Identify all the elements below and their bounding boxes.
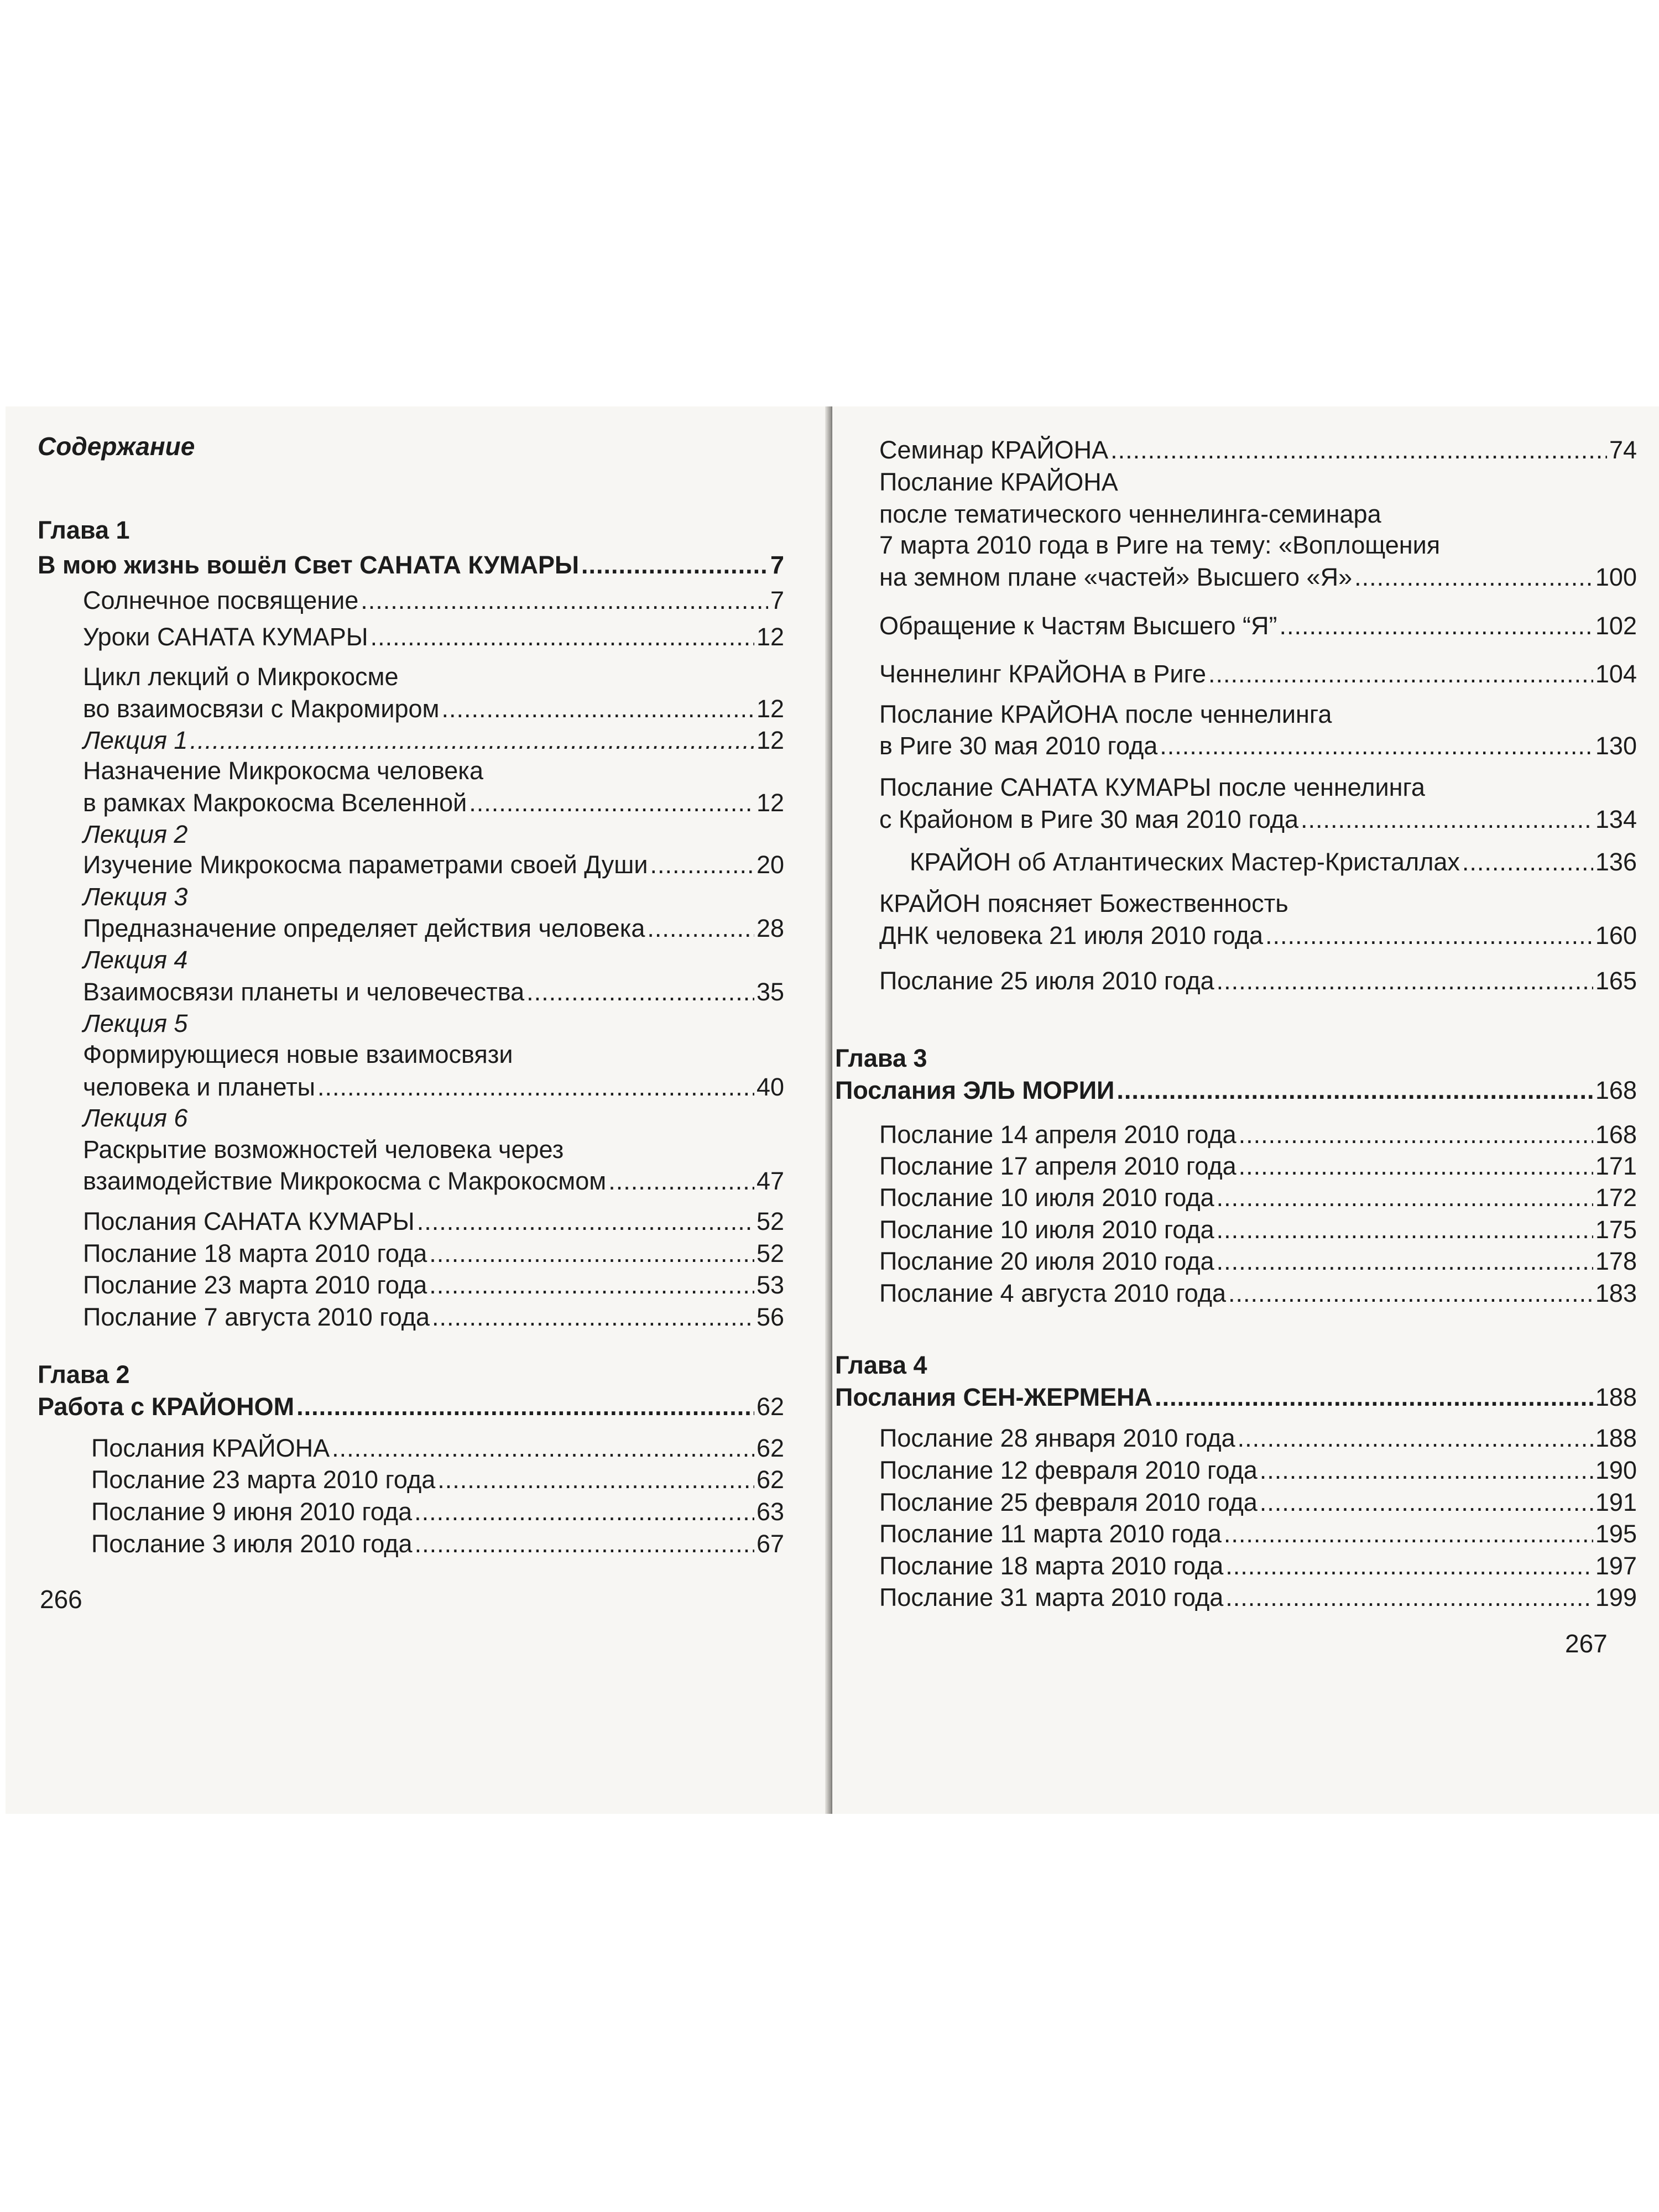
dot-leader xyxy=(1238,1422,1593,1454)
toc-entry[interactable] xyxy=(879,1550,1637,1582)
toc-entry-page: 12 xyxy=(756,726,784,754)
toc-entry[interactable] xyxy=(83,1071,784,1103)
toc-entry-title-line: после тематического ченнелинга-семинара xyxy=(879,500,1381,528)
toc-entry-title: Послание 4 августа 2010 года xyxy=(879,1279,1227,1307)
toc-entry-page: 183 xyxy=(1595,1279,1637,1307)
toc-entry-page: 188 xyxy=(1595,1424,1637,1452)
toc-entry-title: Послания СЕН-ЖЕРМЕНА xyxy=(835,1383,1153,1411)
toc-entry-title: Изучение Микрокосма параметрами своей Души xyxy=(83,851,648,879)
toc-entry-page: 199 xyxy=(1595,1583,1637,1611)
toc-entry-page: 197 xyxy=(1595,1552,1637,1580)
dot-leader xyxy=(1217,1182,1593,1214)
toc-entry-page: 195 xyxy=(1595,1520,1637,1548)
toc-entry-title: Послание 7 августа 2010 года xyxy=(83,1303,430,1331)
dot-leader xyxy=(1225,1582,1593,1614)
toc-entry[interactable] xyxy=(879,1422,1637,1454)
toc-entry[interactable] xyxy=(879,1119,1637,1151)
toc-entry-title: ДНК человека 21 июля 2010 года xyxy=(879,921,1264,950)
toc-entry-title-line: Раскрытие возможностей человека через xyxy=(83,1135,564,1164)
toc-entry-title: на земном плане «частей» Высшего «Я» xyxy=(879,563,1353,591)
dot-leader xyxy=(371,621,754,653)
toc-entry[interactable] xyxy=(879,965,1637,997)
dot-leader xyxy=(415,1528,754,1560)
toc-entry[interactable] xyxy=(83,912,784,945)
dot-leader xyxy=(429,1269,754,1301)
toc-entry-page: 12 xyxy=(756,695,784,723)
dot-leader xyxy=(608,1165,754,1197)
toc-entry[interactable] xyxy=(879,1277,1637,1310)
toc-entry-page: 47 xyxy=(756,1167,784,1195)
dot-leader xyxy=(1239,1150,1593,1182)
dot-leader xyxy=(1265,920,1593,952)
toc-entry-title: Семинар КРАЙОНА xyxy=(879,436,1109,464)
dot-leader xyxy=(361,585,768,617)
toc-entry-title-line: Послание КРАЙОНА xyxy=(879,468,1118,496)
toc-entry[interactable] xyxy=(83,585,784,617)
dot-leader xyxy=(332,1432,754,1464)
toc-entry-page: 40 xyxy=(756,1073,784,1101)
dot-leader xyxy=(317,1071,754,1103)
dot-leader xyxy=(1239,1119,1593,1151)
dot-leader xyxy=(1160,730,1593,762)
toc-entry-page: 56 xyxy=(756,1303,784,1331)
dot-leader xyxy=(1117,1074,1593,1107)
toc-entry-title: Послание 17 апреля 2010 года xyxy=(879,1152,1237,1180)
toc-entry-page: 52 xyxy=(756,1239,784,1267)
toc-entry-page: 62 xyxy=(756,1434,784,1462)
dot-leader xyxy=(1217,965,1593,997)
toc-entry-title: Послание 3 июля 2010 года xyxy=(91,1530,413,1558)
lecture-6-label: Лекция 6 xyxy=(83,1104,188,1132)
toc-entry[interactable] xyxy=(879,804,1637,836)
toc-entry[interactable] xyxy=(83,1165,784,1197)
toc-entry-title: Послание 25 июля 2010 года xyxy=(879,967,1214,995)
dot-leader xyxy=(1155,1381,1593,1413)
dot-leader xyxy=(1217,1245,1593,1277)
dot-leader xyxy=(650,849,754,881)
toc-entry-page: 12 xyxy=(756,789,784,817)
toc-entry-title: Взаимосвязи планеты и человечества xyxy=(83,978,525,1006)
toc-entry-page: 100 xyxy=(1595,563,1637,591)
dot-leader xyxy=(1225,1550,1593,1582)
toc-entry-title: человека и планеты xyxy=(83,1073,316,1101)
toc-entry-title: Послание 25 февраля 2010 года xyxy=(879,1488,1258,1516)
toc-entry-title-line: 7 марта 2010 года в Риге на тему: «Воплощения xyxy=(879,531,1441,559)
toc-entry-title-line: Послание САНАТА КУМАРЫ после ченнелинга xyxy=(879,773,1425,801)
toc-entry-page: 175 xyxy=(1595,1215,1637,1244)
dot-leader xyxy=(1260,1454,1593,1486)
toc-entry-title: Послание 12 февраля 2010 года xyxy=(879,1456,1258,1484)
dot-leader xyxy=(432,1301,754,1333)
dot-leader xyxy=(1208,658,1593,690)
toc-entry-page: 188 xyxy=(1595,1383,1637,1411)
page-number-left: 266 xyxy=(40,1585,82,1614)
toc-entry-page: 191 xyxy=(1595,1488,1637,1516)
toc-entry-page: 53 xyxy=(756,1271,784,1299)
lecture-4-label: Лекция 4 xyxy=(83,946,188,974)
toc-entry-title: Послание 10 июля 2010 года xyxy=(879,1215,1214,1244)
toc-entry-page: 104 xyxy=(1595,660,1637,688)
toc-entry-page: 52 xyxy=(756,1207,784,1235)
toc-entry[interactable] xyxy=(879,610,1637,642)
toc-entry-page: 62 xyxy=(756,1465,784,1494)
contents-title: Содержание xyxy=(38,432,195,461)
toc-entry[interactable] xyxy=(879,1486,1637,1519)
toc-entry[interactable] xyxy=(879,561,1637,593)
toc-entry-page: 63 xyxy=(756,1498,784,1526)
toc-entry-title: Обращение к Частям Высшего “Я” xyxy=(879,612,1277,640)
dot-leader xyxy=(1228,1277,1593,1310)
toc-entry[interactable] xyxy=(83,1269,784,1301)
dot-leader xyxy=(1260,1486,1593,1519)
lecture-5-label: Лекция 5 xyxy=(83,1009,188,1037)
left-page xyxy=(6,406,832,1814)
toc-entry-title: Лекция 1 xyxy=(83,726,188,754)
toc-entry-title: Послание 23 марта 2010 года xyxy=(83,1271,427,1299)
toc-entry-title: Послание 18 марта 2010 года xyxy=(83,1239,427,1267)
chapter-1-label: Глава 1 xyxy=(38,516,130,544)
toc-entry-title: Послание 18 марта 2010 года xyxy=(879,1552,1224,1580)
dot-leader xyxy=(437,1464,754,1496)
toc-entry[interactable] xyxy=(879,1182,1637,1214)
left-page-content xyxy=(6,406,832,1814)
dot-leader xyxy=(1354,561,1593,593)
toc-entry[interactable] xyxy=(91,1528,784,1560)
toc-entry-title: Солнечное посвящение xyxy=(83,586,359,614)
toc-entry-title: Послание 9 июня 2010 года xyxy=(91,1498,413,1526)
dot-leader xyxy=(190,724,754,757)
toc-entry-page: 165 xyxy=(1595,967,1637,995)
dot-leader xyxy=(526,976,754,1008)
toc-entry-title: Послания ЭЛЬ МОРИИ xyxy=(835,1076,1115,1104)
toc-entry[interactable] xyxy=(879,1582,1637,1614)
toc-entry-chapter-3[interactable] xyxy=(835,1074,1637,1107)
toc-entry-title-line: КРАЙОН поясняет Божественность xyxy=(879,889,1288,917)
toc-entry-title: Послание 31 марта 2010 года xyxy=(879,1583,1224,1611)
toc-entry-chapter-1[interactable] xyxy=(38,549,784,581)
toc-entry[interactable] xyxy=(83,621,784,653)
dot-leader xyxy=(1279,610,1593,642)
dot-leader xyxy=(296,1391,754,1423)
toc-entry[interactable] xyxy=(83,1206,784,1238)
toc-entry-page: 134 xyxy=(1595,805,1637,833)
toc-entry[interactable] xyxy=(879,1214,1637,1246)
toc-entry-title: КРАЙОН об Атлантических Мастер-Кристаллах xyxy=(910,848,1460,876)
dot-leader xyxy=(581,549,768,581)
toc-entry-page: 171 xyxy=(1595,1152,1637,1180)
toc-entry-page: 168 xyxy=(1595,1076,1637,1104)
toc-entry-page: 102 xyxy=(1595,612,1637,640)
toc-entry-page: 7 xyxy=(770,551,784,579)
toc-entry-title: с Крайоном в Риге 30 мая 2010 года xyxy=(879,805,1299,833)
toc-entry-page: 160 xyxy=(1595,921,1637,950)
toc-entry-title: Работа с КРАЙОНОМ xyxy=(38,1392,295,1421)
toc-entry-title: в рамках Макрокосма Вселенной xyxy=(83,789,467,817)
toc-entry[interactable] xyxy=(83,693,784,725)
toc-entry-title: Послание 23 марта 2010 года xyxy=(91,1465,436,1494)
toc-entry-title: Послание 28 января 2010 года xyxy=(879,1424,1235,1452)
toc-entry[interactable] xyxy=(91,1432,784,1464)
toc-entry-lecture-1[interactable] xyxy=(83,724,784,757)
toc-entry[interactable] xyxy=(910,846,1637,878)
dot-leader xyxy=(1462,846,1593,878)
toc-entry[interactable] xyxy=(83,787,784,819)
toc-entry-title: Послания КРАЙОНА xyxy=(91,1434,330,1462)
toc-entry[interactable] xyxy=(91,1464,784,1496)
dot-leader xyxy=(429,1238,754,1270)
toc-entry-title: взаимодействие Микрокосма с Макрокосмом xyxy=(83,1167,607,1195)
toc-entry-page: 62 xyxy=(756,1392,784,1421)
toc-entry-title: Послание 14 апреля 2010 года xyxy=(879,1120,1237,1149)
toc-entry[interactable] xyxy=(879,1245,1637,1277)
dot-leader xyxy=(441,693,754,725)
toc-entry-page: 20 xyxy=(756,851,784,879)
toc-entry-title: в Риге 30 мая 2010 года xyxy=(879,732,1158,760)
toc-entry[interactable] xyxy=(83,1301,784,1333)
dot-leader xyxy=(1301,804,1593,836)
toc-entry-page: 172 xyxy=(1595,1183,1637,1212)
toc-entry-page: 178 xyxy=(1595,1247,1637,1275)
toc-entry-title: Послание 10 июля 2010 года xyxy=(879,1183,1214,1212)
toc-entry-page: 168 xyxy=(1595,1120,1637,1149)
toc-entry-page: 74 xyxy=(1609,436,1637,464)
dot-leader xyxy=(1217,1214,1593,1246)
toc-entry-page: 28 xyxy=(756,914,784,942)
chapter-4-label: Глава 4 xyxy=(835,1351,927,1379)
toc-entry-chapter-4[interactable] xyxy=(835,1381,1637,1413)
book-spread xyxy=(6,406,1659,1814)
toc-entry-page: 12 xyxy=(756,623,784,651)
toc-entry-title: Послания САНАТА КУМАРЫ xyxy=(83,1207,415,1235)
dot-leader xyxy=(1110,434,1607,466)
toc-entry-title: Предназначение определяет действия человека xyxy=(83,914,645,942)
chapter-3-label: Глава 3 xyxy=(835,1044,927,1072)
toc-entry[interactable] xyxy=(879,434,1637,466)
lecture-3-label: Лекция 3 xyxy=(83,883,188,911)
toc-entry-page: 130 xyxy=(1595,732,1637,760)
dot-leader xyxy=(414,1496,754,1528)
toc-entry-page: 7 xyxy=(770,586,784,614)
toc-entry-title: Послание 20 июля 2010 года xyxy=(879,1247,1214,1275)
lecture-2-label: Лекция 2 xyxy=(83,820,188,848)
toc-entry-title: В мою жизнь вошёл Свет САНАТА КУМАРЫ xyxy=(38,551,580,579)
toc-entry-title-line: Послание КРАЙОНА после ченнелинга xyxy=(879,700,1332,728)
toc-entry[interactable] xyxy=(91,1496,784,1528)
dot-leader xyxy=(1224,1518,1593,1550)
chapter-2-label: Глава 2 xyxy=(38,1360,130,1389)
toc-entry-title-line: Формирующиеся новые взаимосвязи xyxy=(83,1040,513,1068)
toc-entry-title: Ченнелинг КРАЙОНА в Риге xyxy=(879,660,1207,688)
toc-entry-title: во взаимосвязи с Макромиром xyxy=(83,695,440,723)
page-number-right: 267 xyxy=(1565,1629,1608,1658)
toc-entry[interactable] xyxy=(879,1454,1637,1486)
toc-entry-title: Послание 11 марта 2010 года xyxy=(879,1520,1222,1548)
toc-entry[interactable] xyxy=(879,1518,1637,1550)
dot-leader xyxy=(647,912,754,945)
toc-entry-title: Уроки САНАТА КУМАРЫ xyxy=(83,623,368,651)
dot-leader xyxy=(417,1206,754,1238)
toc-entry-page: 67 xyxy=(756,1530,784,1558)
toc-entry[interactable] xyxy=(83,1238,784,1270)
toc-entry-title-line: Назначение Микрокосма человека xyxy=(83,757,483,785)
dot-leader xyxy=(469,787,754,819)
toc-entry[interactable] xyxy=(83,976,784,1008)
toc-entry[interactable] xyxy=(879,920,1637,952)
right-page-content xyxy=(832,406,1659,1814)
right-page xyxy=(832,406,1659,1814)
toc-entry[interactable] xyxy=(879,658,1637,690)
toc-entry-page: 190 xyxy=(1595,1456,1637,1484)
toc-entry[interactable] xyxy=(879,1150,1637,1182)
toc-entry-title-line: Цикл лекций о Микрокосме xyxy=(83,662,399,691)
toc-entry[interactable] xyxy=(879,730,1637,762)
toc-entry-page: 136 xyxy=(1595,848,1637,876)
toc-entry-page: 35 xyxy=(756,978,784,1006)
toc-entry[interactable] xyxy=(83,849,784,881)
toc-entry-chapter-2[interactable] xyxy=(38,1391,784,1423)
